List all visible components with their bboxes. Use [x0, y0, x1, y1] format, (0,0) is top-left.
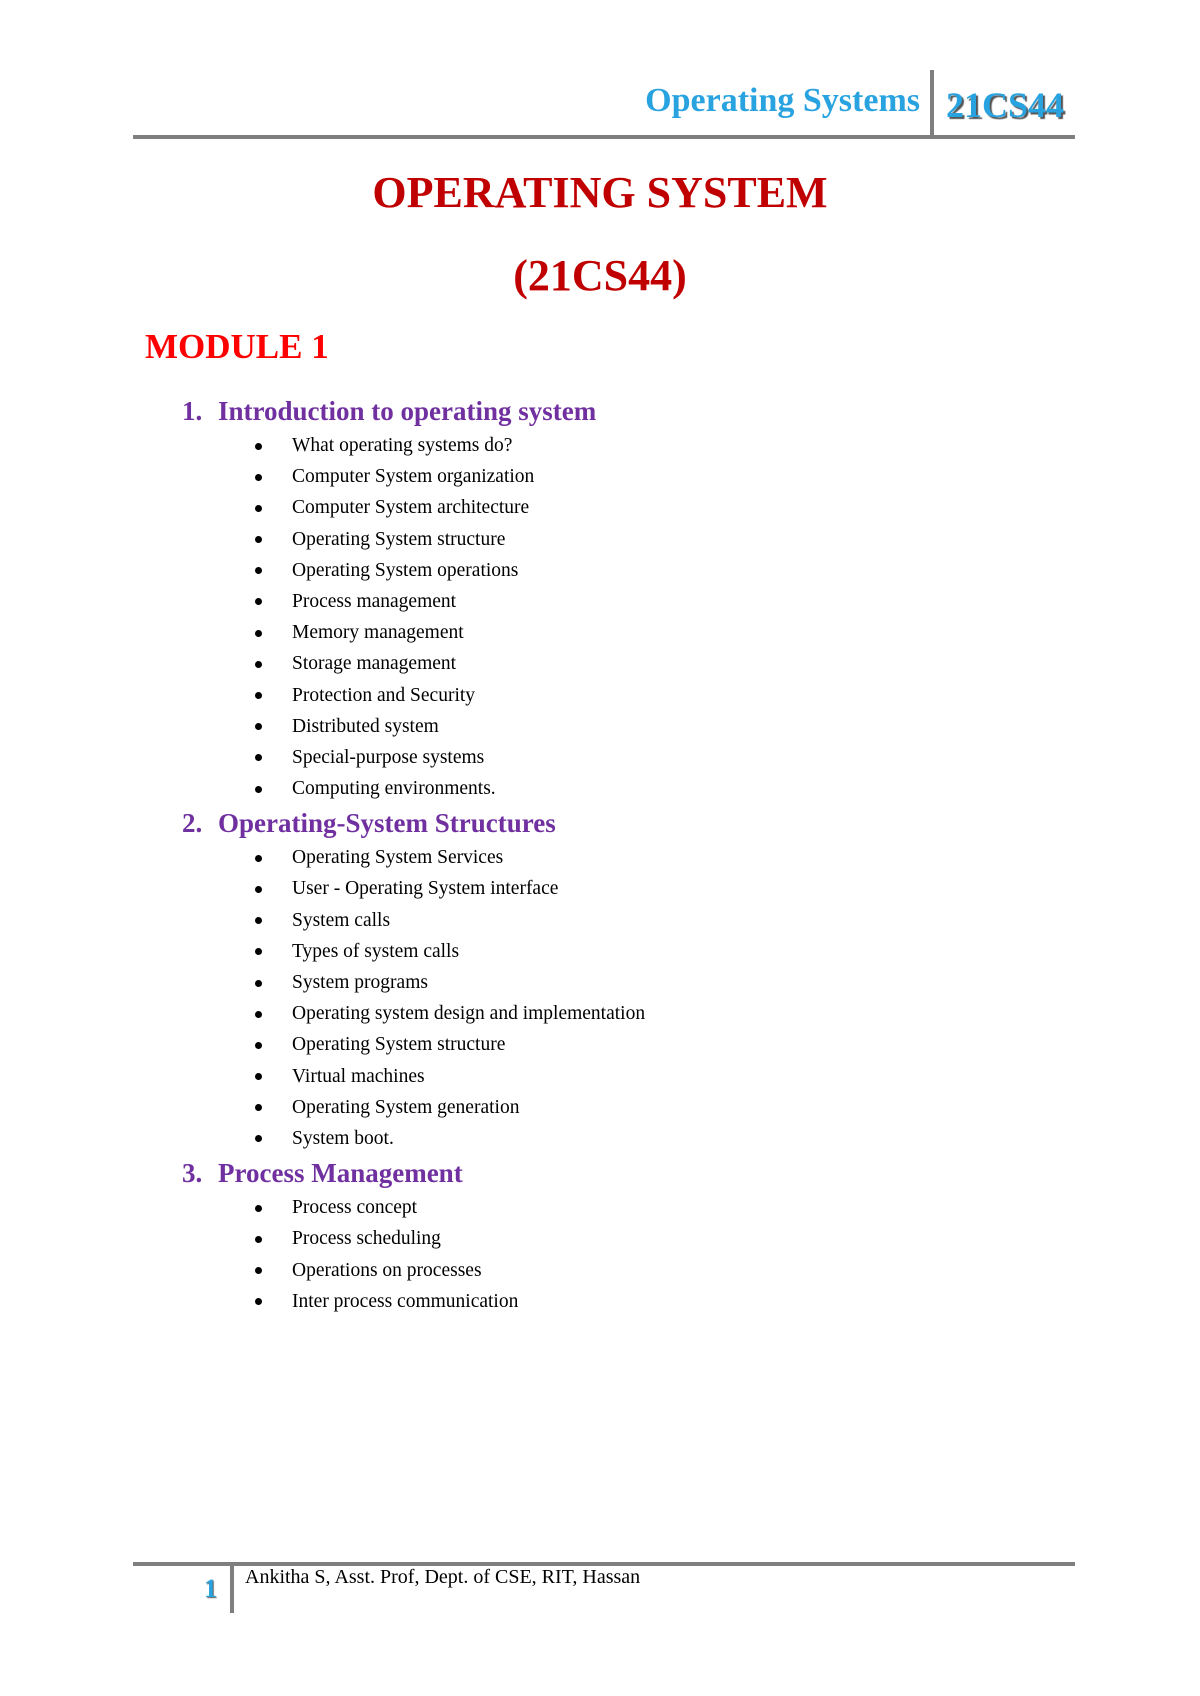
list-item-text: Special-purpose systems [292, 746, 485, 768]
syllabus-section [0, 392, 1200, 804]
bullet-icon [255, 1267, 262, 1274]
list-item-text: Storage management [292, 653, 457, 675]
list-item-text: Operating System Services [292, 847, 504, 869]
syllabus-section [0, 804, 1200, 1154]
section-number: 3. [182, 1158, 203, 1189]
bullet-icon [255, 980, 262, 987]
list-item [0, 492, 1200, 523]
list-item-text: Operating system design and implementation [292, 1003, 646, 1025]
bullet-list [0, 842, 1200, 1154]
list-item [0, 1255, 1200, 1286]
section-title: Operating-System Structures [218, 808, 556, 839]
bullet-icon [255, 1073, 262, 1080]
bullet-icon [255, 917, 262, 924]
bullet-icon [255, 661, 262, 668]
bullet-icon [255, 754, 262, 761]
header-rule [133, 135, 1075, 139]
list-item-text: Distributed system [292, 715, 439, 737]
list-item-text: Types of system calls [292, 940, 460, 962]
bullet-icon [255, 505, 262, 512]
list-item-text: System calls [292, 909, 391, 931]
list-item-text: User - Operating System interface [292, 878, 559, 900]
section-heading [0, 1154, 1200, 1192]
bullet-icon [255, 1135, 262, 1142]
section-heading [0, 392, 1200, 430]
bullet-icon [255, 948, 262, 955]
list-item [0, 742, 1200, 773]
list-item [0, 711, 1200, 742]
footer-divider [230, 1563, 234, 1613]
document-title: OPERATING SYSTEM [372, 168, 828, 217]
bullet-icon [255, 692, 262, 699]
bullet-icon [255, 786, 262, 793]
list-item-text: Operating System operations [292, 559, 519, 581]
list-item [0, 430, 1200, 461]
list-item [0, 873, 1200, 904]
header-course-code: 21CS44 [946, 85, 1065, 125]
list-item-text: Operations on processes [292, 1259, 482, 1281]
list-item-text: Memory management [292, 622, 464, 644]
list-item-text: System programs [292, 972, 428, 993]
section-title: Introduction to operating system [218, 396, 597, 426]
list-item-text: Inter process communication [292, 1290, 519, 1312]
list-item [0, 936, 1200, 967]
list-item [0, 1223, 1200, 1254]
syllabus-section [0, 1154, 1200, 1317]
list-item-text: System boot. [292, 1127, 394, 1149]
list-item-text: What operating systems do? [292, 435, 513, 456]
bullet-icon [255, 598, 262, 605]
list-item [0, 617, 1200, 648]
bullet-icon [255, 1011, 262, 1018]
bullet-icon [255, 886, 262, 893]
list-item-text: Computing environments. [292, 778, 496, 800]
list-item [0, 648, 1200, 679]
header-course-title: Operating Systems [645, 82, 920, 119]
list-item-text: Computer System organization [292, 466, 535, 488]
list-item-text: Operating System generation [292, 1096, 520, 1118]
list-item [0, 1192, 1200, 1223]
bullet-icon [255, 567, 262, 574]
list-item [0, 1092, 1200, 1123]
bullet-icon [255, 1042, 262, 1049]
list-item [0, 967, 1200, 998]
bullet-icon [255, 855, 262, 862]
section-title: Process Management [218, 1158, 463, 1189]
list-item [0, 1286, 1200, 1317]
header-divider [930, 70, 934, 138]
list-item-text: Virtual machines [292, 1065, 425, 1087]
bullet-icon [255, 630, 262, 637]
bullet-icon [255, 443, 262, 450]
bullet-list [0, 430, 1200, 804]
list-item [0, 1123, 1200, 1154]
bullet-icon [255, 1298, 262, 1305]
list-item [0, 524, 1200, 555]
list-item-text: Process scheduling [292, 1228, 441, 1250]
bullet-icon [255, 723, 262, 730]
list-item-text: Operating System structure [292, 528, 506, 550]
bullet-icon [255, 1104, 262, 1111]
footer-author: Ankitha S, Asst. Prof, Dept. of CSE, RIT, Hassan [245, 1566, 641, 1588]
list-item [0, 842, 1200, 873]
bullet-icon [255, 1205, 262, 1212]
list-item [0, 905, 1200, 936]
list-item-text: Process concept [292, 1197, 418, 1219]
module-heading: MODULE 1 [145, 327, 329, 366]
bullet-icon [255, 536, 262, 543]
list-item [0, 586, 1200, 617]
syllabus-sections [0, 392, 1200, 1317]
list-item-text: Protection and Security [292, 684, 476, 706]
list-item [0, 1061, 1200, 1092]
list-item-text: Operating System structure [292, 1034, 506, 1056]
bullet-icon [255, 1236, 262, 1243]
list-item [0, 680, 1200, 711]
page-header [0, 0, 1200, 145]
list-item [0, 555, 1200, 586]
bullet-list [0, 1192, 1200, 1317]
bullet-icon [255, 474, 262, 481]
list-item [0, 461, 1200, 492]
section-number: 1. [182, 396, 203, 426]
list-item [0, 1029, 1200, 1060]
list-item-text: Process management [292, 590, 457, 612]
list-item-text: Computer System architecture [292, 497, 530, 519]
list-item [0, 998, 1200, 1029]
section-heading [0, 804, 1200, 842]
list-item [0, 773, 1200, 804]
section-number: 2. [182, 808, 203, 839]
page-number: 1 [204, 1574, 217, 1603]
document-subtitle: (21CS44) [513, 251, 687, 300]
